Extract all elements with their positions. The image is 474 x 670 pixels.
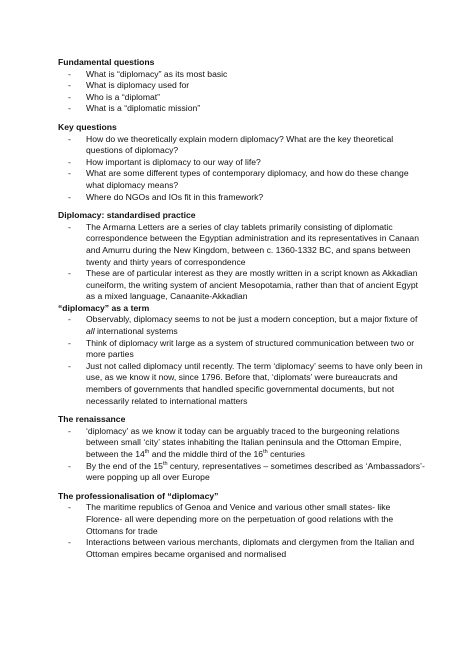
list-item [58, 92, 426, 104]
list-item [58, 157, 426, 169]
list-item-text: What are some different types of contemporary diplomacy, and how do these change what diplomacy means? [86, 168, 409, 190]
list-item [58, 103, 426, 115]
bullet-list [58, 502, 426, 560]
superscript: th [162, 460, 168, 467]
dash-bullet: - [68, 80, 71, 91]
dash-bullet: - [68, 133, 71, 144]
dash-bullet: - [68, 268, 71, 279]
list-item-text: international systems [94, 326, 178, 337]
bullet-list [58, 314, 426, 407]
list-item [58, 268, 426, 303]
dash-bullet: - [68, 91, 71, 102]
list-item-text: Interactions between various merchants, diplomats and clergymen from the Italian and Ottoman empires became organised and normalised [86, 537, 415, 559]
dash-bullet: - [68, 221, 71, 232]
superscript: th [144, 449, 150, 456]
dash-bullet: - [68, 425, 71, 436]
list-item-text: and the middle third of the 16 [149, 449, 264, 459]
dash-bullet: - [68, 460, 71, 471]
list-item-text: century, representatives – sometimes described as ‘Ambassadors’- were popping up all over Europe [86, 460, 425, 483]
list-item [58, 338, 426, 361]
bullet-list [58, 426, 426, 484]
list-item-text: What is diplomacy used for [86, 80, 190, 91]
section-professionalisation [58, 491, 426, 561]
list-item [58, 314, 426, 337]
section-heading: Fundamental questions [58, 57, 155, 67]
list-item-text: The Armarna Letters are a series of clay tablets primarily consisting of diplomatic correspondence between the Egyptian administration and its representatives in Canaan and Amurru during the New Kingdom, between c. 1360-1332 BC, and spans between twenty and thirty years of correspondence [86, 221, 419, 267]
list-item [58, 168, 426, 191]
list-item [58, 222, 426, 268]
superscript: th [263, 449, 268, 456]
dash-bullet: - [68, 168, 71, 179]
dash-bullet: - [68, 314, 71, 325]
section-fundamental-questions [58, 57, 426, 115]
list-item [58, 426, 426, 461]
section-standardised-practice [58, 210, 426, 303]
emphasis-text: all [86, 326, 95, 337]
dash-bullet: - [68, 191, 71, 202]
bullet-list [58, 222, 426, 303]
list-item-text: Just not called diplomacy until recently. The term ‘diplomacy’ seems to have only been in use, as we know it now, since 1796. Before that, ‘diplomats’ were bureaucrats and members of governments that handled specific governmental documents, but not necessarily related to international matters [86, 360, 423, 406]
list-item-text: What is a “diplomatic mission” [86, 103, 201, 114]
list-item-text: How important is diplomacy to our way of life? [86, 156, 261, 167]
list-item-text: Where do NGOs and IOs fit in this framework? [86, 191, 264, 202]
list-item [58, 134, 426, 157]
section-heading: The professionalisation of “diplomacy” [58, 490, 219, 501]
dash-bullet: - [68, 360, 71, 371]
section-key-questions [58, 122, 426, 203]
section-heading: Key questions [58, 121, 117, 132]
bullet-list [58, 69, 426, 115]
list-item [58, 192, 426, 204]
list-item-text: ‘diplomacy’ as we know it today can be arguably traced to the burgeoning relations between small ‘city’ states inhabiting the Italian peninsula and the Ottoman Empire, between the 14 [86, 425, 402, 459]
list-item-text: The maritime republics of Genoa and Venice and various other small states- like Florence- all were depending more on the perpetuation of good relations with the Ottomans for trade [86, 502, 394, 536]
document-body [58, 57, 426, 567]
list-item [58, 461, 426, 484]
list-item [58, 80, 426, 92]
dash-bullet: - [68, 537, 71, 548]
list-item-text: How do we theoretically explain modern diplomacy? What are the key theoretical questions of diplomacy? [86, 133, 394, 156]
section-diplomacy-as-term [58, 303, 426, 407]
dash-bullet: - [68, 103, 71, 114]
list-item-text: Think of diplomacy writ large as a system of structured communication between two or more parties [86, 337, 415, 360]
section-heading: Diplomacy: standardised practice [58, 210, 196, 221]
dash-bullet: - [68, 502, 71, 513]
list-item-text: By the end of the 15 [86, 460, 163, 471]
list-item [58, 361, 426, 407]
list-item [58, 69, 426, 81]
list-item [58, 502, 426, 537]
dash-bullet: - [68, 337, 71, 348]
list-item-text: Who is a “diplomat” [86, 91, 161, 102]
section-renaissance [58, 414, 426, 484]
list-item-text: Observably, diplomacy seems to not be just a modern conception, but a major fixture of [86, 314, 418, 325]
list-item-text: centuries [267, 449, 305, 459]
dash-bullet: - [68, 68, 71, 79]
section-heading: The renaissance [58, 414, 126, 425]
list-item [58, 537, 426, 560]
list-item-text: What is “diplomacy” as its most basic [86, 68, 228, 79]
dash-bullet: - [68, 156, 71, 167]
section-heading: “diplomacy” as a term [58, 302, 150, 313]
bullet-list [58, 134, 426, 204]
list-item-text: These are of particular interest as they are mostly written in a script known as Akkadian cuneiform, the writing system of ancient Mesopotamia, rather than that of ancient Egypt as a mixed language, Canaanite-Akkadian [86, 268, 418, 302]
